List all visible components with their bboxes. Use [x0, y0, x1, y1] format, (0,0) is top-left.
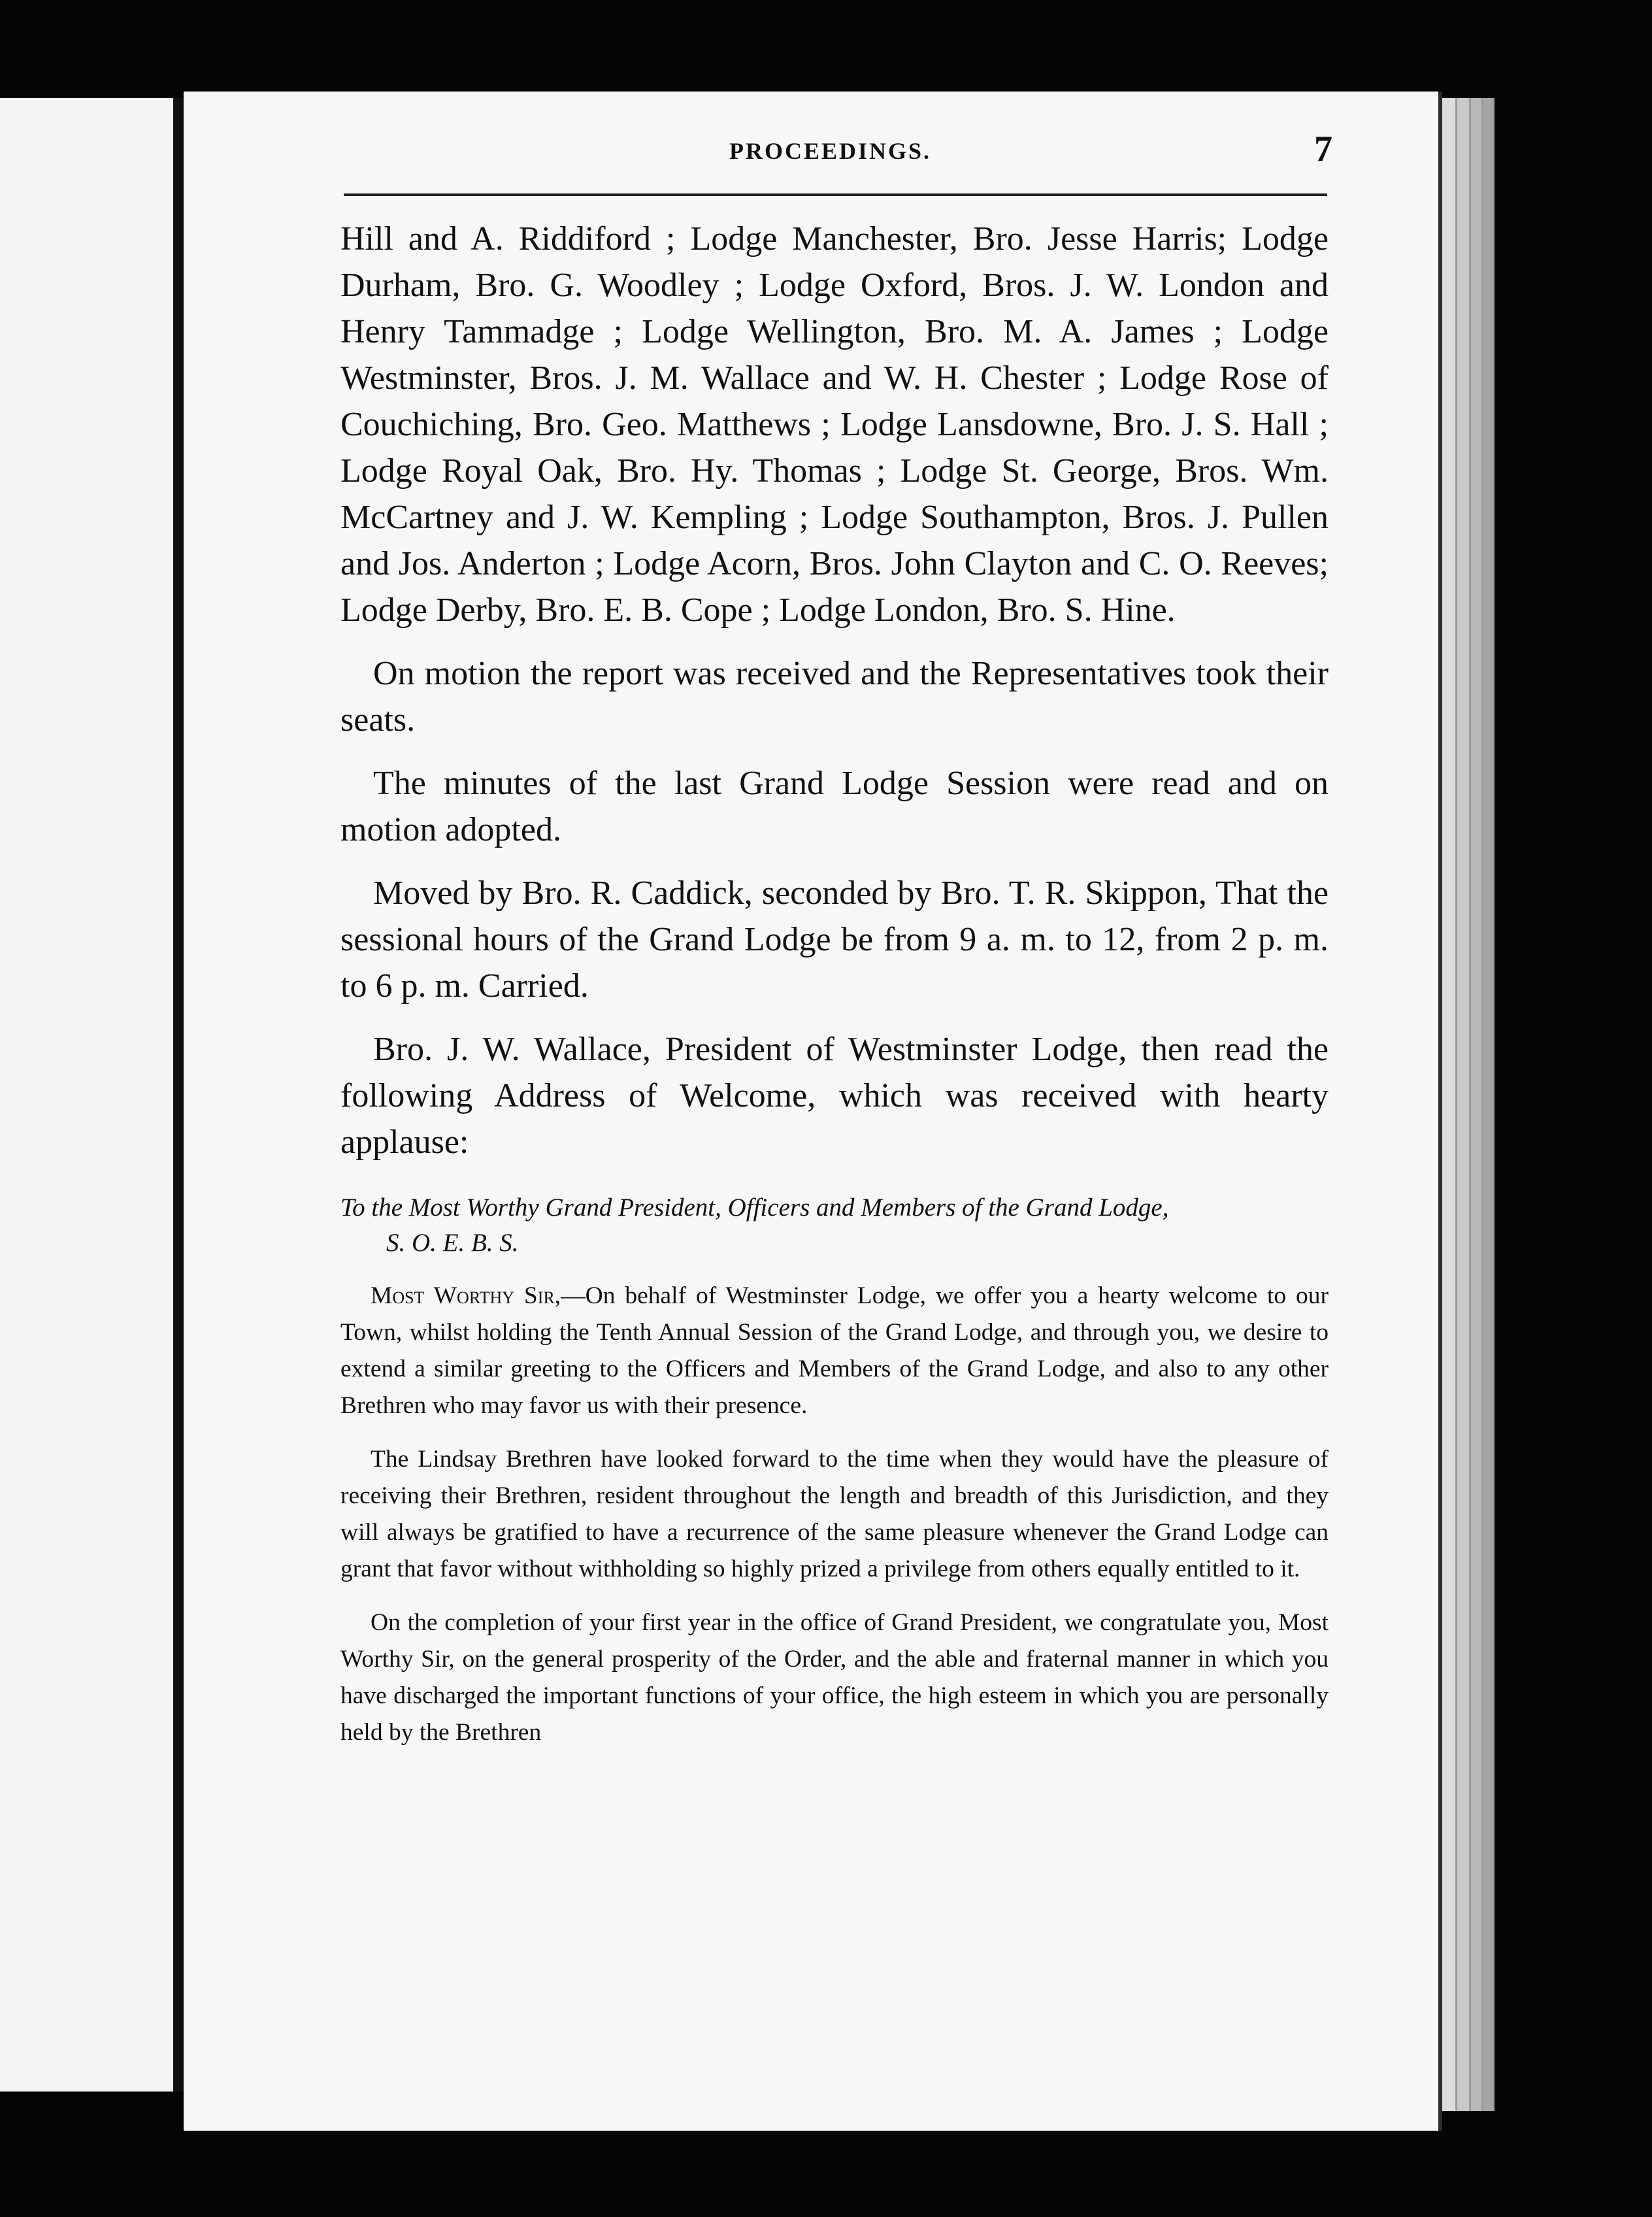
page-edge — [1483, 98, 1495, 2111]
address-paragraph-1-text: —On behalf of Westminster Lodge, we offer you a hearty welcome to our Town, whilst holding the Tenth Annual Session of the Grand Lodge, and through you, we desire to extend a similar greeting to the Officers and Members of the Grand Lodge, and also to any other Brethren who may favor us with their presence. — [340, 1282, 1329, 1419]
minutes-paragraph: The minutes of the last Grand Lodge Session were read and on motion adopted. — [340, 765, 1329, 848]
motion-report-paragraph: On motion the report was received and the Representatives took their seats. — [340, 655, 1329, 739]
book-gutter — [173, 98, 184, 2092]
previous-page-edge — [0, 98, 176, 2092]
running-head-title: PROCEEDINGS. — [729, 138, 932, 164]
running-head — [184, 131, 1438, 183]
address-intro-paragraph: Bro. J. W. Wallace, President of Westminster Lodge, then read the following Address of Welcome, which was received with hearty applause: — [340, 1031, 1329, 1161]
book-page — [184, 92, 1442, 2131]
address-paragraph-1 — [340, 1278, 1329, 1424]
sessional-hours-paragraph: Moved by Bro. R. Caddick, seconded by Bro. T. R. Skippon, That the sessional hours of the Grand Lodge be from 9 a. m. to 12, from 2 p. m. to 6 p. m. Carried. — [340, 875, 1329, 1005]
page-edge — [1471, 98, 1483, 2111]
address-paragraph-2: The Lindsay Brethren have looked forward to the time when they would have the pleasure of receiving their Brethren, resident throughout the length and breadth of this Jurisdiction, and they will always be gratified to have a recurrence of the same pleasure whenever the Grand Lodge can grant that favor without withholding so highly prized a privilege from others equally entitled to it. — [340, 1446, 1329, 1582]
header-rule — [344, 193, 1327, 196]
representatives-paragraph: Hill and A. Riddiford ; Lodge Manchester, Bro. Jesse Harris; Lodge Durham, Bro. G. Woodley ; Lodge Oxford, Bros. J. W. London and Henry Tammadge ; Lodge Wellington, Bro. M. A. James ; Lodge Westminster, Bros. J. M. Wallace and W. H. Chester ; Lodge Rose of Couchiching, Bro. Geo. Matthews ; Lodge Lansdowne, Bro. J. S. Hall ; Lodge Royal Oak, Bro. Hy. Thomas ; Lodge St. George, Bros. Wm. McCartney and J. W. Kempling ; Lodge Southampton, Bros. J. Pullen and Jos. Anderton ; Lodge Acorn, Bros. John Clayton and C. O. Reeves; Lodge Derby, Bro. E. B. Cope ; Lodge London, Bro. S. Hine. — [340, 220, 1329, 629]
address-salutation: Most Worthy Sir, — [371, 1282, 561, 1309]
page-edge — [1457, 98, 1471, 2111]
address-addressee — [340, 1190, 1329, 1261]
addressee-line-2: S. O. E. B. S. — [386, 1229, 519, 1257]
page-body — [340, 216, 1329, 1751]
addressee-line-1: To the Most Worthy Grand President, Officers and Members of the Grand Lodge, — [340, 1193, 1169, 1222]
page-number: 7 — [1314, 129, 1332, 169]
page-edge — [1442, 98, 1457, 2111]
address-paragraph-3: On the completion of your first year in the office of Grand President, we congratulate you, Most Worthy Sir, on the general prosperity of the Order, and the able and fraternal manner in which you have discharged the important functions of your office, the high esteem in which you are personally held by the Brethren — [340, 1609, 1329, 1746]
